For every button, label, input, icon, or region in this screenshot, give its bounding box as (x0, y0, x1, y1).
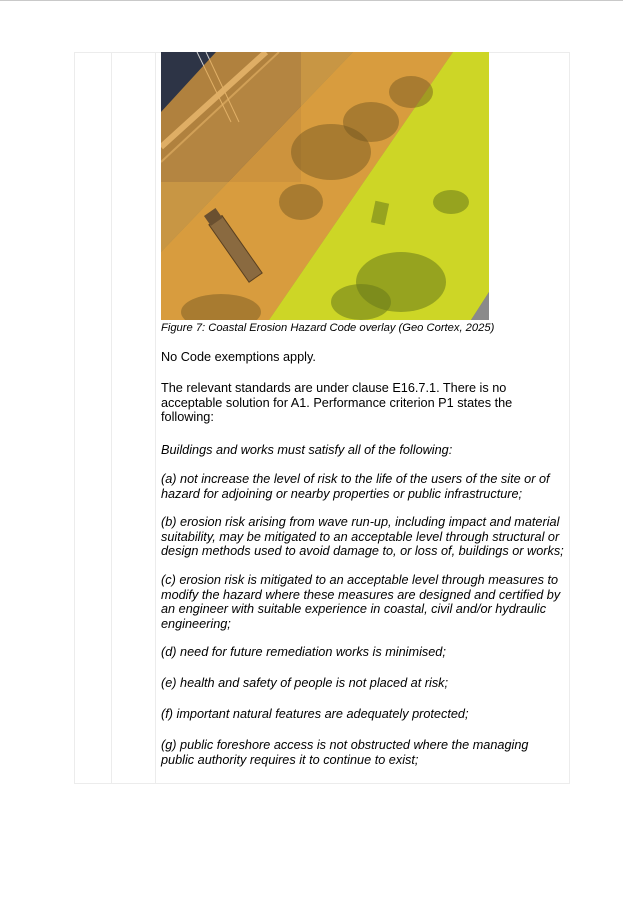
criterion-item-b: (b) erosion risk arising from wave run-up, including impact and material suitability, may be mitigated to an acceptable level through structural or design methods used to avoid damage to, or loss of, buildings or works; (161, 515, 564, 559)
table-column-divider (155, 52, 156, 784)
hazard-overlay-map (161, 52, 489, 320)
page-top-border (0, 0, 623, 1)
criterion-item-g: (g) public foreshore access is not obstructed where the managing public authority requires it to continue to exist; (161, 738, 529, 767)
criterion-item-d: (d) need for future remediation works is minimised; (161, 645, 446, 659)
criterion-lead-paragraph: Buildings and works must satisfy all of the following: (161, 443, 453, 457)
criterion-item-c: (c) erosion risk is mitigated to an acceptable level through measures to modify the hazard where these measures are designed and certified by an engineer with suitable experience in coastal, civil and/or hydraulic engineering; (161, 573, 561, 631)
table-column-divider (111, 52, 112, 784)
exemptions-paragraph: No Code exemptions apply. (161, 350, 316, 364)
criterion-item-f: (f) important natural features are adequately protected; (161, 707, 469, 721)
criterion-item-e: (e) health and safety of people is not placed at risk; (161, 676, 449, 690)
figure-caption: Figure 7: Coastal Erosion Hazard Code overlay (Geo Cortex, 2025) (161, 322, 495, 334)
criterion-item-a: (a) not increase the level of risk to the life of the users of the site or of hazard for adjoining or nearby properties or public infrastructure; (161, 472, 550, 501)
standards-intro-paragraph: The relevant standards are under clause E16.7.1. There is no acceptable solution for A1. Performance criterion P1 states the following: (161, 381, 513, 425)
